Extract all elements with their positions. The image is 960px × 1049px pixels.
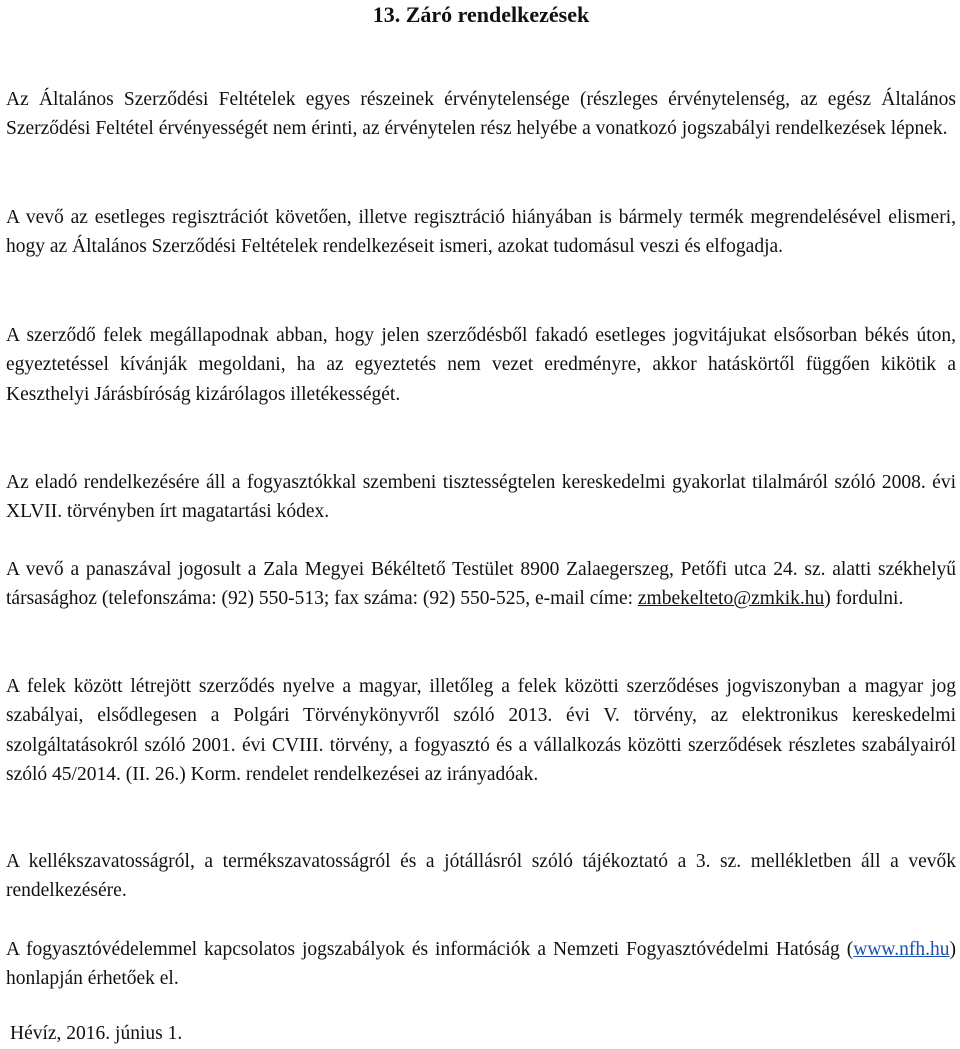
complaints-text: A vevő a panaszával jogosult a Zala Megyei Békéltető Testület 8900 Zalaegerszeg, Petőfi utca 24. sz. alatti székhelyű társasághoz (telefonszáma: (92) 550-513; fax száma: (92) 550-525, e-mail címe: <box>6 559 956 610</box>
complaints-email-link[interactable]: zmbekelteto@zmkik.hu <box>637 588 825 610</box>
place-and-date: Hévíz, 2016. június 1. <box>10 1023 183 1044</box>
nfh-website-link[interactable]: www.nfh.hu <box>853 939 950 960</box>
paragraph-code-of-conduct-text: Az eladó rendelkezésére áll a fogyasztókkal szembeni tisztességtelen kereskedelmi gyakorlat tilalmáról szóló 2008. évi XLVII. törvényben írt magatartási kódex. <box>6 472 956 523</box>
paragraph-dispute-resolution: A szerződő felek megállapodnak abban, hogy jelen szerződésből fakadó esetleges jogvitájukat elsősorban békés úton, egyeztetéssel kívánják megoldani, ha az egyeztetés nem vezet eredményre, akkor hatáskörtől függően kikötik a Keszthelyi Járásbíróság kizárólagos illetékességét. <box>6 325 956 405</box>
section-title: 13. Záró rendelkezések <box>372 2 590 27</box>
paragraph-governing-law: A felek között létrejött szerződés nyelve a magyar, illetőleg a felek közötti szerződéses jogviszonyban a magyar jog szabályai, elsődlegesen a Polgári Törvénykönyvről szóló 2013. évi V. törvény, az elektronikus kereskedelmi szolgáltatásokról szóló 2001. évi CVIII. törvény, a fogyasztó és a vállalkozás közötti szerződések részletes szabályairól szóló 45/2014. (II. 26.) Korm. rendelet rendelkezései az irányadóak. <box>6 676 956 785</box>
document-page <box>6 0 956 1044</box>
complaints-text-end: ) fordulni. <box>824 588 904 610</box>
paragraph-acceptance: A vevő az esetleges regisztrációt követően, illetve regisztráció hiányában is bármely termék megrendelésével elismeri, hogy az Általános Szerződési Feltételek rendelkezéseit ismeri, azokat tudomásul veszi és elfogadja. <box>6 207 956 258</box>
paragraph-consumer-protection <box>6 935 956 994</box>
paragraph-complaints <box>6 555 956 614</box>
consumer-protection-text-end: ) honlapján érhetőek el. <box>6 939 956 990</box>
paragraph-partial-invalidity: Az Általános Szerződési Feltételek egyes részeinek érvénytelensége (részleges érvénytelenség, az egész Általános Szerződési Feltétel érvényességét nem érinti, az érvénytelen rész helyébe a vonatkozó jogszabályi rendelkezések lépnek. <box>6 89 956 140</box>
paragraph-code-of-conduct <box>6 468 956 527</box>
paragraph-warranty-info: A kellékszavatosságról, a termékszavatosságról és a jótállásról szóló tájékoztató a 3. sz. mellékletben áll a vevők rendelkezésére. <box>6 851 956 902</box>
consumer-protection-text: A fogyasztóvédelemmel kapcsolatos jogszabályok és információk a Nemzeti Fogyasztóvédelmi Hatóság ( <box>6 939 854 960</box>
